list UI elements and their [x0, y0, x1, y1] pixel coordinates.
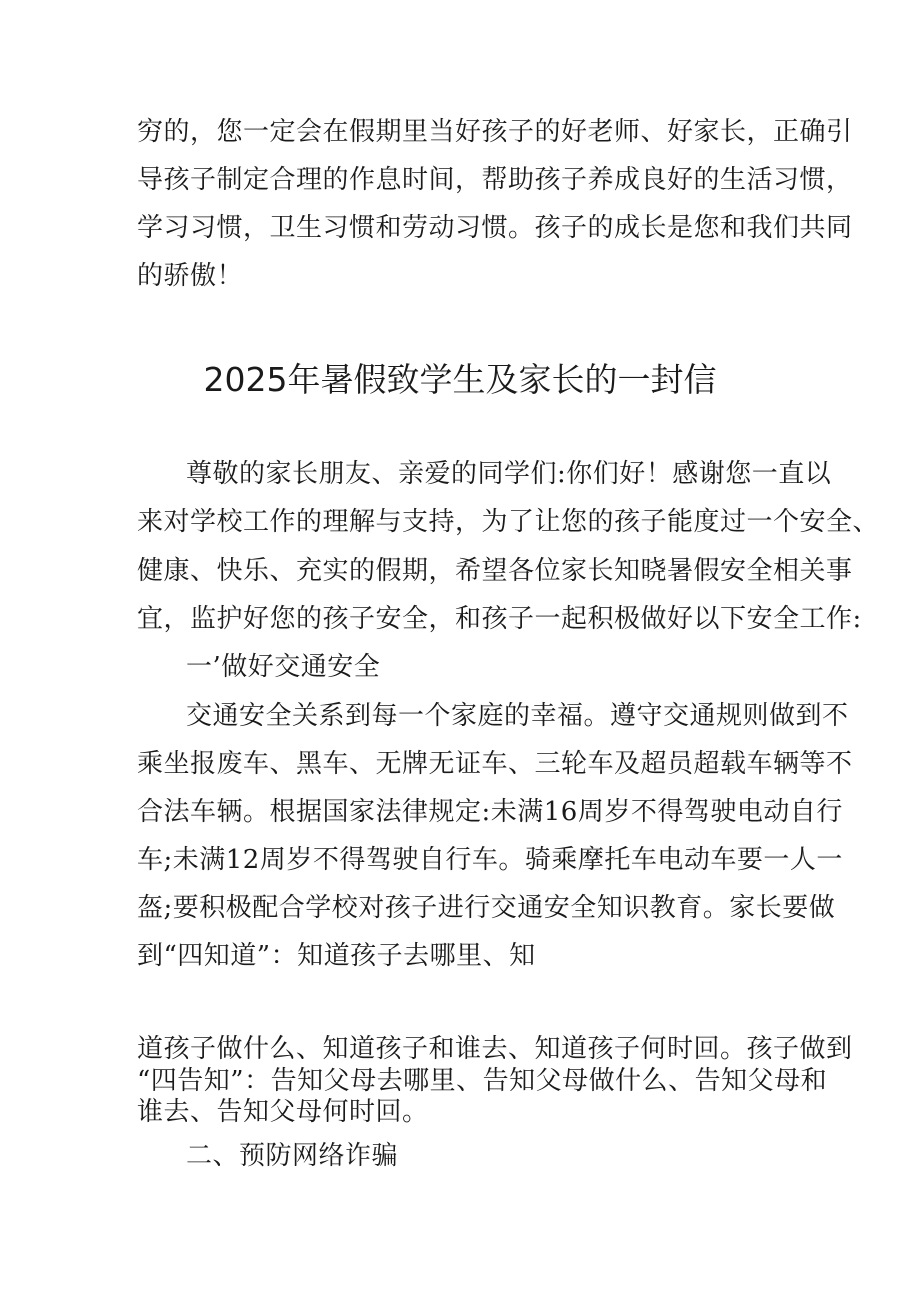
paragraph-line: 道孩子做什么、知道孩子和谁去、知道孩子何时回。孩子做到: [137, 1034, 853, 1064]
paragraph-line: 尊敬的家长朋友、亲爱的同学们:你们好！感谢您一直以: [186, 459, 832, 489]
section-heading-online-fraud: 二、预防网络诈骗: [186, 1141, 399, 1171]
section-heading-traffic-safety: 一’做好交通安全: [186, 652, 381, 682]
paragraph-line: 合法车辆。根据国家法律规定:未满16周岁不得驾驶电动自行: [137, 797, 843, 827]
paragraph-line: 导孩子制定合理的作息时间，帮助孩子养成良好的生活习惯，: [137, 165, 853, 195]
paragraph-line: 盔;要积极配合学校对孩子进行交通安全知识教育。家长要做: [137, 893, 836, 923]
paragraph-line: 学习习惯，卫生习惯和劳动习惯。孩子的成长是您和我们共同: [137, 213, 853, 243]
letter-title: 2025年暑假致学生及家长的一封信: [203, 360, 717, 399]
paragraph-line: 乘坐报废车、黑车、无牌无证车、三轮车及超员超载车辆等不: [137, 749, 853, 779]
paragraph-line: 交通安全关系到每一个家庭的幸福。遵守交通规则做到不: [186, 701, 849, 731]
paragraph-line: 宜，监护好您的孩子安全，和孩子一起积极做好以下安全工作:: [137, 604, 862, 634]
paragraph-line: 健康、快乐、充实的假期，希望各位家长知晓暑假安全相关事: [137, 556, 853, 586]
paragraph-line: 的骄傲！: [137, 261, 244, 291]
paragraph-line: 谁去、告知父母何时回。: [137, 1097, 429, 1127]
paragraph-line: “四告知”：告知父母去哪里、告知父母做什么、告知父母和: [137, 1066, 828, 1096]
paragraph-line: 到“四知道”：知道孩子去哪里、知: [137, 941, 536, 971]
paragraph-line: 车;未满12周岁不得驾驶自行车。骑乘摩托车电动车要一人一: [137, 845, 843, 875]
paragraph-line: 来对学校工作的理解与支持，为了让您的孩子能度过一个安全、: [137, 507, 880, 537]
paragraph-line: 穷的，您一定会在假期里当好孩子的好老师、好家长，正确引: [137, 117, 853, 147]
